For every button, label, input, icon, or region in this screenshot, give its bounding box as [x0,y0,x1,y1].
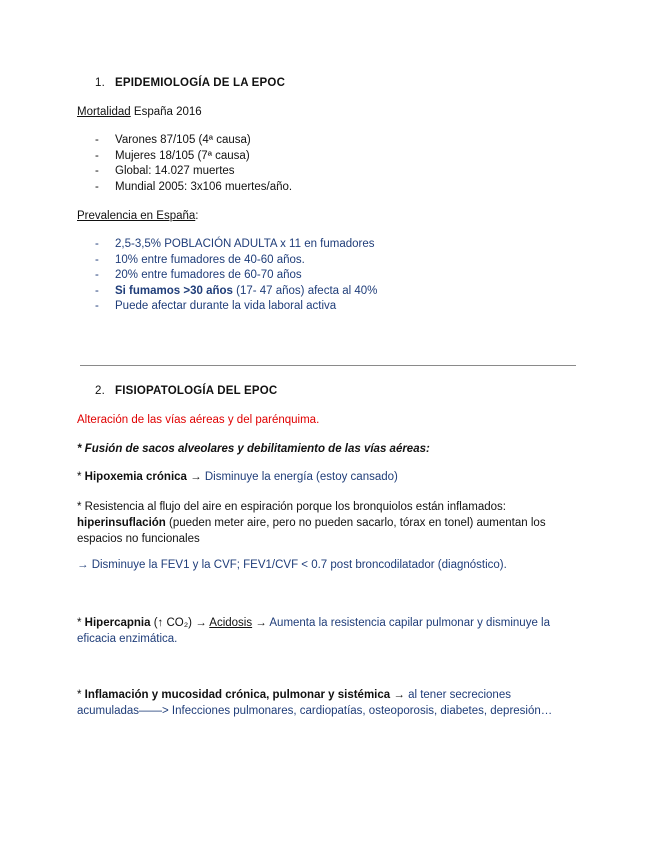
prevalencia-label: Prevalencia en España [77,210,196,222]
mortalidad-rest: España 2016 [130,106,202,118]
mortalidad-line [77,106,202,118]
section-1-heading [95,77,285,89]
section-2-title: FISIOPATOLOGÍA DEL EPOC [115,385,278,397]
prevalencia-line [77,210,198,222]
fev-line: → Disminuye la FEV1 y la CVF; FEV1/CVF < 0.7 post broncodilatador (diagnóstico). [77,559,507,571]
fusion-text: * Fusión de sacos alveolares y debilitamiento de las vías aéreas: [77,443,430,455]
section-1-number: 1. [95,77,105,89]
list-item: - Varones 87/105 (4ª causa) [95,134,251,146]
list-item: - 2,5-3,5% POBLACIÓN ADULTA x 11 en fumadores [95,238,375,250]
list-item: - Puede afectar durante la vida laboral activa [95,300,337,312]
section-divider [80,365,576,366]
mortalidad-list [95,133,292,195]
list-item: - Si fumamos >30 años (17- 47 años) afecta al 40% [95,284,378,297]
section-1-title: EPIDEMIOLOGÍA DE LA EPOC [115,77,286,89]
list-item: - Mundial 2005: 3x106 muertes/año. [95,180,293,193]
hipercapnia-paragraph: * Hipercapnia (↑ CO₂) → Acidosis → Aumenta la resistencia capilar pulmonar y disminuye la eficacia enzimática. [77,617,550,645]
hipoxemia-line: * Hipoxemia crónica → Disminuye la energía (estoy cansado) [77,471,398,483]
list-item: - Global: 14.027 muertes [95,165,235,177]
prevalencia-rest: : [195,210,199,222]
inflamacion-paragraph: * Inflamación y mucosidad crónica, pulmonar y sistémica → al tener secreciones acumuladas——> Infecciones pulmonares, cardiopatías, osteoporosis, diabetes, depresión… [77,689,553,717]
alteracion-text: Alteración de las vías aéreas y del parénquima. [77,414,320,426]
section-2-number: 2. [95,385,105,397]
resistencia-paragraph: * Resistencia al flujo del aire en espiración porque los bronquiolos están inflamados: hiperinsuflación (pueden meter aire, pero no pueden sacarlo, tórax en tonel) aumentan los espacios no funcionales [77,501,546,545]
list-item: - 10% entre fumadores de 40-60 años. [95,253,305,266]
prevalencia-list [95,237,377,315]
list-item: - 20% entre fumadores de 60-70 años [95,269,302,281]
section-2-heading [95,385,277,397]
mortalidad-label: Mortalidad [77,106,131,118]
list-item: - Mujeres 18/105 (7ª causa) [95,149,250,162]
